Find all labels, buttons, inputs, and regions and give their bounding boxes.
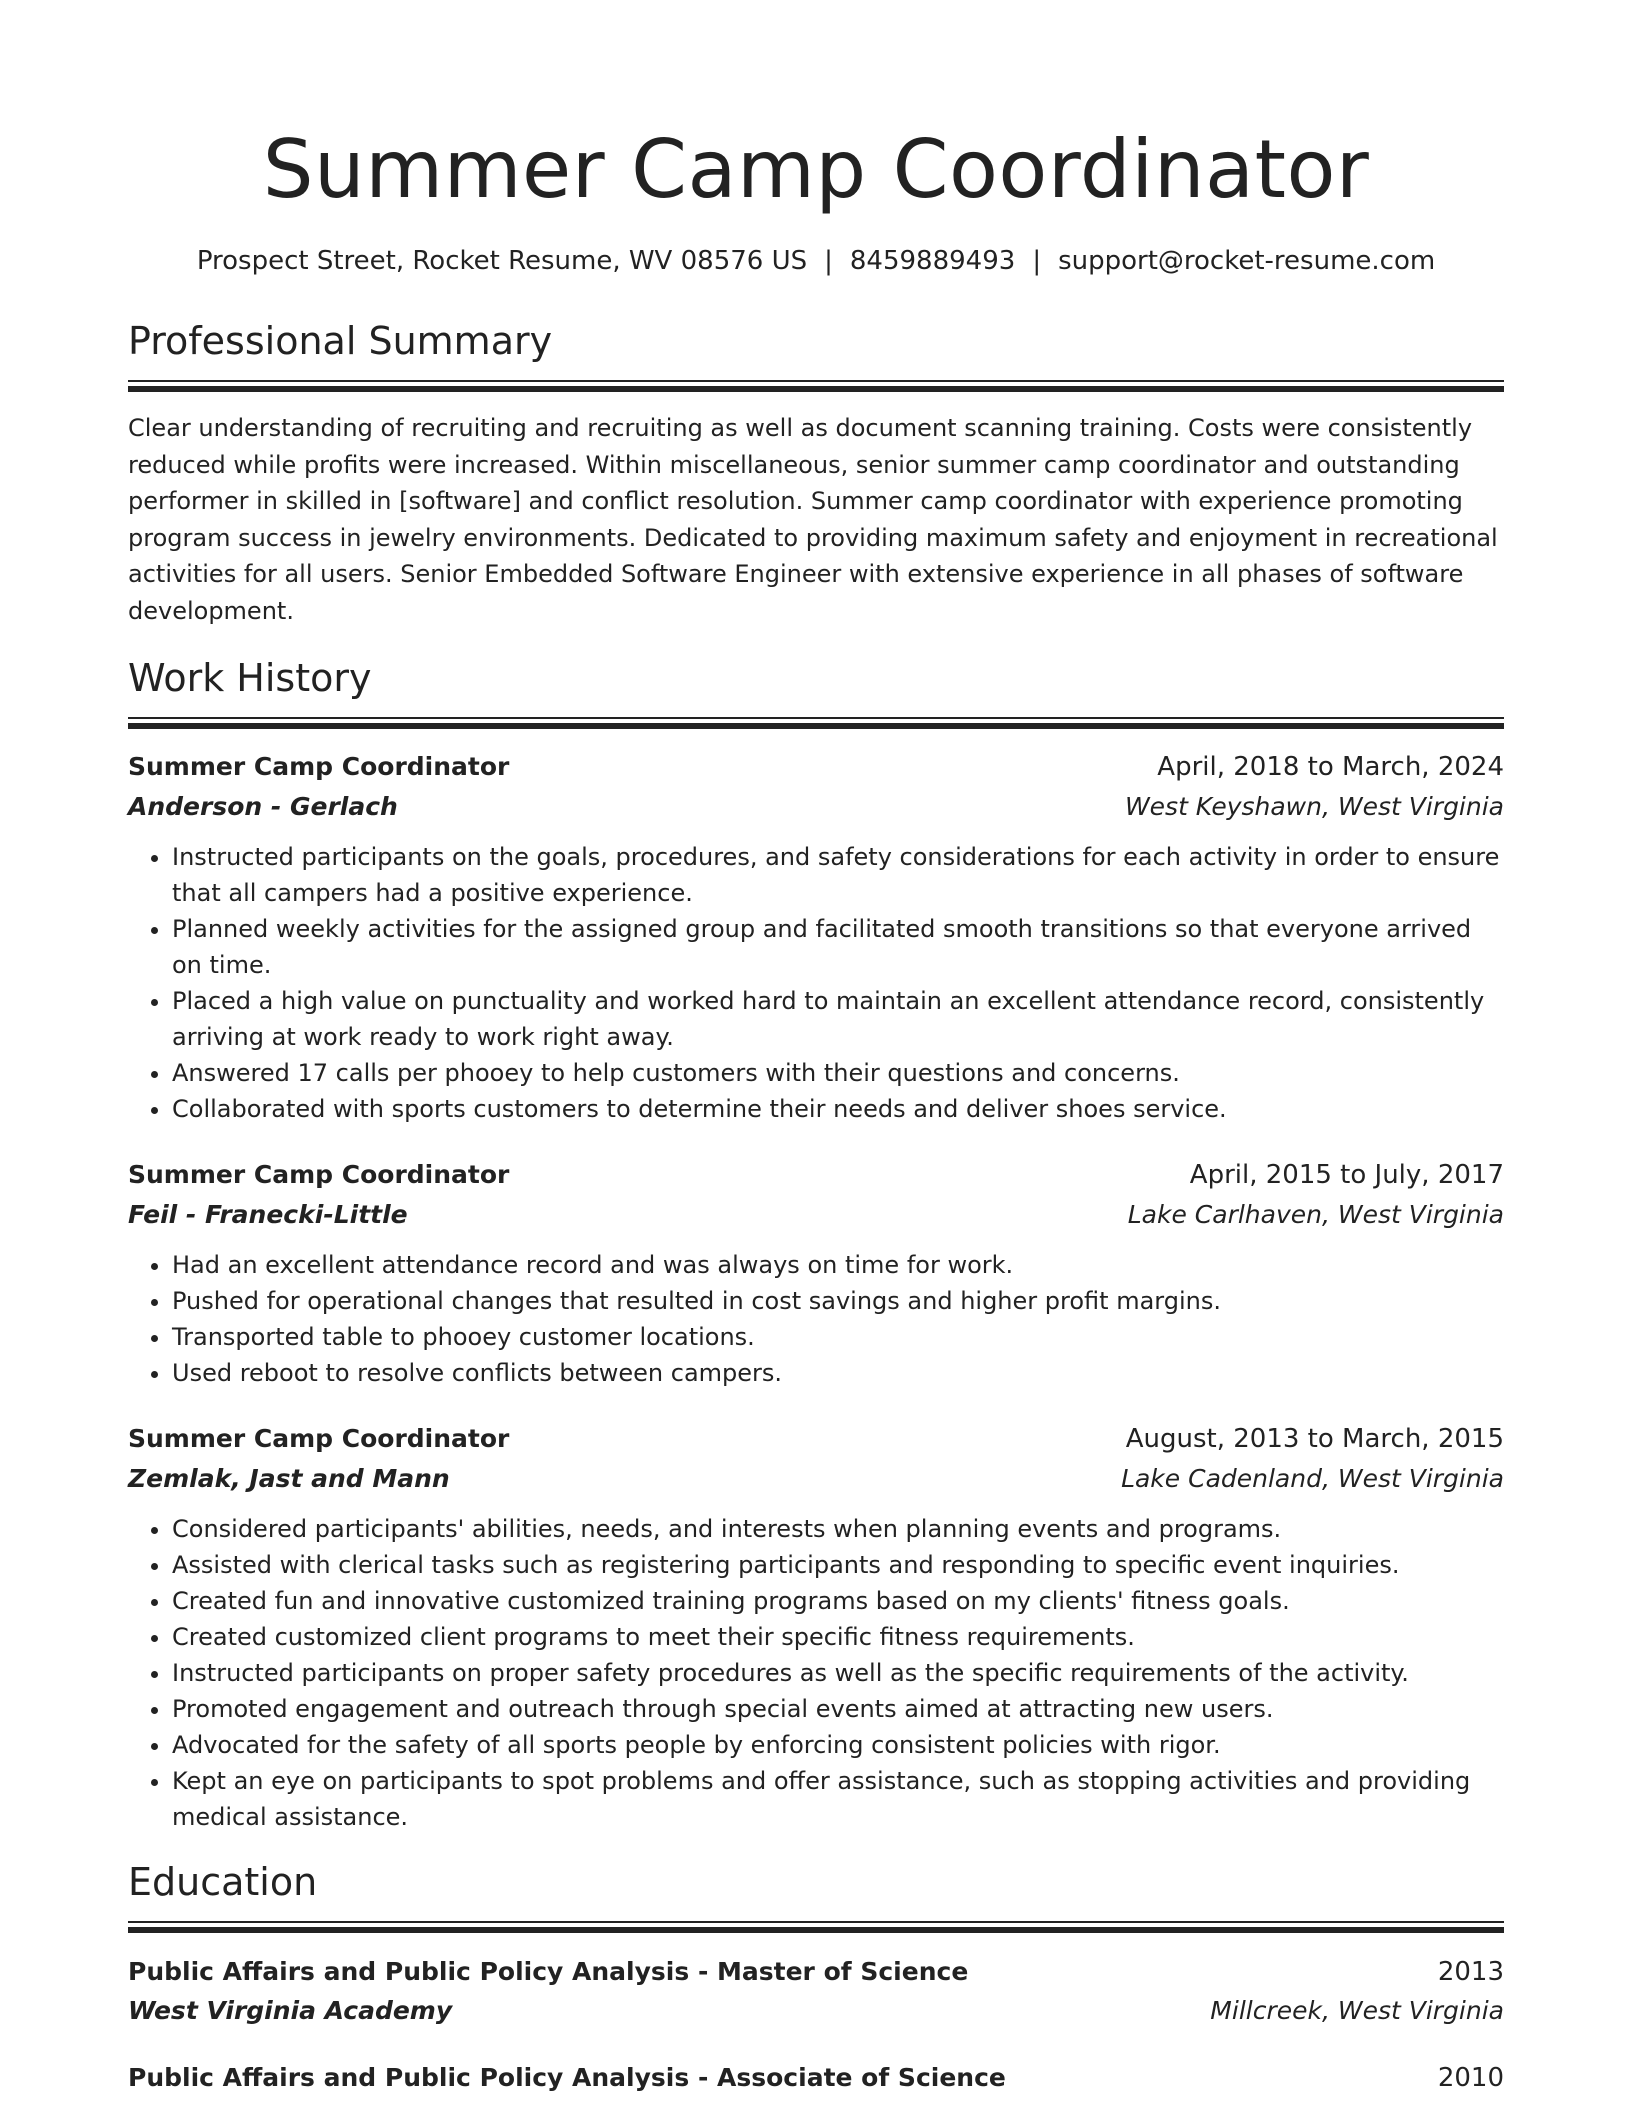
job-dates: April, 2018 to March, 2024 [1157,752,1504,782]
list-item: • Promoted engagement and outreach through special events aimed at attracting new users. [172,1691,1504,1727]
list-item: • Considered participants' abilities, needs, and interests when planning events and programs. [172,1511,1504,1547]
job-entry [128,1155,1504,1391]
job-title: Summer Camp Coordinator [128,752,510,781]
education-entry [128,1953,1504,2031]
list-item: • Used reboot to resolve conflicts between campers. [172,1355,1504,1391]
job-company: Anderson - Gerlach [128,792,398,821]
list-item: • Had an excellent attendance record and was always on time for work. [172,1247,1504,1283]
education-section [128,1857,1504,2097]
section-divider [128,1921,1504,1923]
job-bullets [128,1511,1504,1835]
section-title-education: Education [128,1860,318,1904]
list-item: • Placed a high value on punctuality and worked hard to maintain an excellent attendance record, consistently arriving at work ready to work right away. [172,983,1504,1055]
job-bullets [128,839,1504,1127]
job-entry [128,747,1504,1127]
job-location: Lake Cadenland, West Virginia [1121,1464,1504,1493]
section-title-summary: Professional Summary [128,319,553,363]
job-title: Summer Camp Coordinator [128,1424,510,1453]
education-entry [128,2059,1504,2097]
list-item: • Advocated for the safety of all sports people by enforcing consistent policies with rigor. [172,1727,1504,1763]
list-item: • Answered 17 calls per phooey to help customers with their questions and concerns. [172,1055,1504,1091]
job-company: Feil - Franecki-Little [128,1200,408,1229]
candidate-name: Summer Camp Coordinator [262,123,1370,216]
list-item: • Kept an eye on participants to spot problems and offer assistance, such as stopping activities and providing medical assistance. [172,1763,1504,1835]
list-item: • Instructed participants on the goals, procedures, and safety considerations for each activity in order to ensure that all campers had a positive experience. [172,839,1504,911]
work-history-section [128,653,1504,1835]
job-company: Zemlak, Jast and Mann [128,1464,450,1493]
contact-separator: | [824,246,833,276]
contact-phone: 8459889493 [849,246,1016,276]
list-item: • Collaborated with sports customers to determine their needs and deliver shoes service. [172,1091,1504,1127]
list-item: • Planned weekly activities for the assigned group and facilitated smooth transitions so that everyone arrived on time. [172,911,1504,983]
contact-email: support@rocket-resume.com [1058,246,1436,276]
job-bullets [128,1247,1504,1391]
section-divider [128,717,1504,719]
job-location: Lake Carlhaven, West Virginia [1127,1200,1504,1229]
summary-text: Clear understanding of recruiting and recruiting as well as document scanning training. Costs were consistently reduced while profits were increased. Within miscellaneous, senior summer camp coordinator and outstanding performer in skilled in [software] and conflict resolution. Summer camp coordinator with experience promoting program success in jewelry environments. Dedicated to providing maximum safety and enjoyment in recreational activities for all users. Senior Embedded Software Engineer with extensive experience in all phases of software development. [128,414,1498,625]
section-title-work: Work History [128,656,372,700]
list-item: • Transported table to phooey customer locations. [172,1319,1504,1355]
contact-line [128,244,1504,278]
section-divider [128,380,1504,382]
job-dates: April, 2015 to July, 2017 [1189,1160,1504,1190]
list-item: • Pushed for operational changes that resulted in cost savings and higher profit margins. [172,1283,1504,1319]
summary-section [128,316,1504,629]
contact-address: Prospect Street, Rocket Resume, WV 08576 US [196,246,808,276]
job-title: Summer Camp Coordinator [128,1160,510,1189]
education-degree: Public Affairs and Public Policy Analysis - Associate of Science [128,2063,1006,2092]
education-year: 2010 [1437,2063,1504,2093]
education-year: 2013 [1437,1957,1504,1987]
education-location: Millcreek, West Virginia [1210,1996,1504,2025]
list-item: • Created customized client programs to meet their specific fitness requirements. [172,1619,1504,1655]
list-item: • Instructed participants on proper safety procedures as well as the specific requirements of the activity. [172,1655,1504,1691]
job-location: West Keyshawn, West Virginia [1124,792,1504,821]
education-school: West Virginia Academy [128,1996,453,2025]
list-item: • Created fun and innovative customized training programs based on my clients' fitness goals. [172,1583,1504,1619]
job-dates: August, 2013 to March, 2015 [1125,1424,1504,1454]
contact-separator: | [1032,246,1042,276]
education-degree: Public Affairs and Public Policy Analysis - Master of Science [128,1957,969,1986]
job-entry [128,1419,1504,1835]
list-item: • Assisted with clerical tasks such as registering participants and responding to specific event inquiries. [172,1547,1504,1583]
